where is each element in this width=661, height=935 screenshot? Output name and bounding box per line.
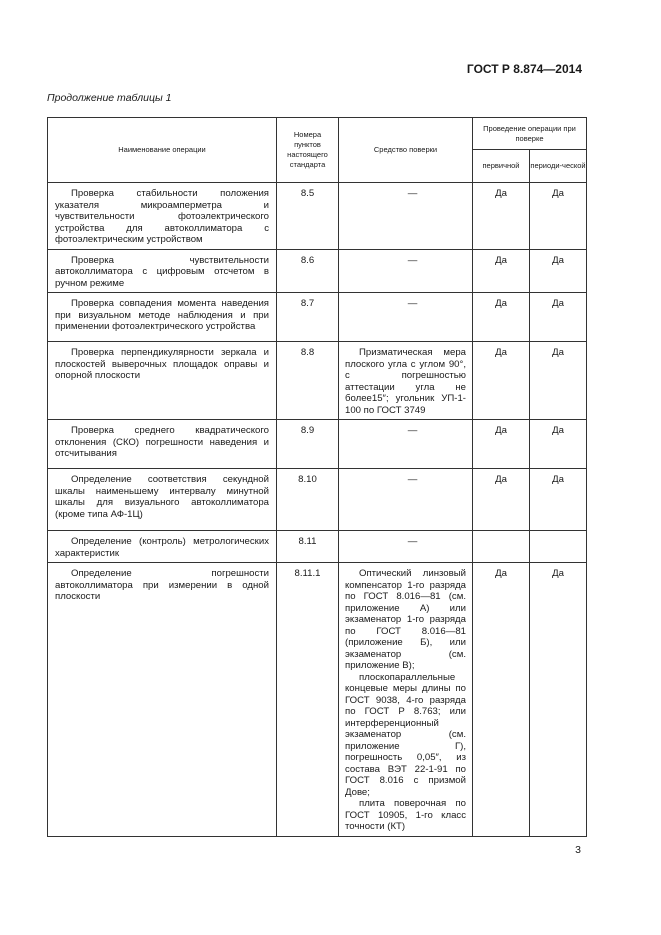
- table-row: [48, 293, 587, 342]
- table-row: [48, 249, 587, 293]
- header-operation: Наименование операции: [48, 118, 277, 183]
- primary-verification: [473, 531, 529, 539]
- periodic-verification: Да: [552, 474, 564, 485]
- header-points: Номера пунктов настоящего стандарта: [277, 118, 339, 183]
- primary-verification: Да: [495, 425, 507, 436]
- primary-verification: Да: [495, 474, 507, 485]
- verification-means: [339, 183, 472, 203]
- operation-name: Определение соответствия секундной шкалы наименьшему интервалу минутной шкалы для визуального автоколлиматора (кроме типа АФ-1Ц): [55, 474, 269, 520]
- operation-name: Проверка среднего квадратического отклонения (СКО) погрешности наведения и отсчитывания: [55, 425, 269, 459]
- means-item: —: [407, 536, 418, 547]
- table-row: [48, 183, 587, 250]
- header-primary: первичной: [473, 150, 530, 183]
- verification-means: [339, 342, 472, 419]
- operation-name: Проверка перпендикулярности зеркала и плоскостей выверочных площадок оправы и опорной плоскости: [55, 347, 269, 381]
- verification-means: [339, 531, 472, 551]
- verification-means: [339, 469, 472, 489]
- table-row: [48, 420, 587, 469]
- primary-verification: Да: [495, 254, 507, 266]
- verification-means: [339, 293, 472, 313]
- verification-means: [339, 563, 472, 836]
- primary-verification: Да: [495, 347, 507, 358]
- operation-name: Проверка стабильности положения указателя микроамперметра и чувствительности фотоэлектрического устройства для автоколлиматора с фотоэлектрическим устройством: [55, 188, 269, 245]
- periodic-verification: Да: [552, 188, 564, 199]
- point-number: 8.11.1: [294, 568, 321, 579]
- means-item: плоскопараллельные концевые меры длины по ГОСТ 9038, 4-го разряда по ГОСТ Р 8.763; или интерференционный экзаменатор (см. приложение Г), погрешность 0,05″, из состава ВЭТ 22-1-91 по ГОСТ 8.016 с призмой Дове;: [345, 671, 466, 798]
- primary-verification: Да: [495, 298, 507, 309]
- point-number: 8.11: [298, 536, 317, 547]
- operation-name: Проверка совпадения момента наведения при визуальном методе наблюдения и при применении фотоэлектрического устройства: [55, 298, 269, 332]
- verification-operations-table: [47, 117, 587, 837]
- table-row: [48, 563, 587, 837]
- periodic-verification: Да: [552, 298, 564, 309]
- periodic-verification: [530, 531, 586, 539]
- periodic-verification: Да: [552, 568, 564, 579]
- periodic-verification: Да: [552, 254, 564, 266]
- primary-verification: Да: [495, 568, 507, 579]
- means-item: Призматическая мера плоского угла с углом 90°, с погрешностью аттестации угла не более15″; угольник УП-1-100 по ГОСТ 3749: [345, 347, 466, 416]
- periodic-verification: Да: [552, 425, 564, 436]
- point-number: 8.10: [298, 474, 317, 485]
- means-item: —: [407, 298, 418, 309]
- point-number: 8.9: [300, 425, 315, 436]
- means-item: —: [407, 254, 418, 266]
- means-item: Оптический линзовый компенсатор 1-го разряда по ГОСТ 8.016—81 (см. приложение А) или экзаменатор 1-го разряда по ГОСТ 8.016—81 (приложение Б), или экзаменатор (см. приложение В);: [345, 568, 466, 671]
- means-item: —: [407, 188, 418, 199]
- document-code: ГОСТ Р 8.874—2014: [466, 62, 582, 76]
- header-verification: Проведение операции при поверке: [473, 118, 587, 150]
- point-number: 8.8: [300, 347, 315, 358]
- verification-means: [339, 420, 472, 440]
- means-item: —: [407, 474, 418, 485]
- table-continuation-caption: Продолжение таблицы 1: [47, 92, 172, 104]
- verification-means: [339, 250, 472, 270]
- page-number: 3: [575, 844, 581, 856]
- point-number: 8.6: [300, 254, 315, 266]
- table-row: [48, 342, 587, 420]
- header-means: Средство поверки: [339, 118, 473, 183]
- table-row: [48, 531, 587, 563]
- point-number: 8.5: [300, 188, 315, 199]
- means-item: —: [407, 425, 418, 436]
- means-item: плита поверочная по ГОСТ 10905, 1-го класс точности (КТ): [345, 798, 466, 832]
- table-row: [48, 469, 587, 531]
- operation-name: Проверка чувствительности автоколлиматора с цифровым отсчетом в ручном режиме: [55, 254, 269, 289]
- operation-name: Определение погрешности автоколлиматора при измерении в одной плоскости: [55, 568, 269, 602]
- primary-verification: Да: [495, 188, 507, 199]
- periodic-verification: Да: [552, 347, 564, 358]
- operation-name: Определение (контроль) метрологических характеристик: [55, 536, 269, 559]
- header-periodic: периоди-ческой: [530, 150, 587, 183]
- point-number: 8.7: [300, 298, 315, 309]
